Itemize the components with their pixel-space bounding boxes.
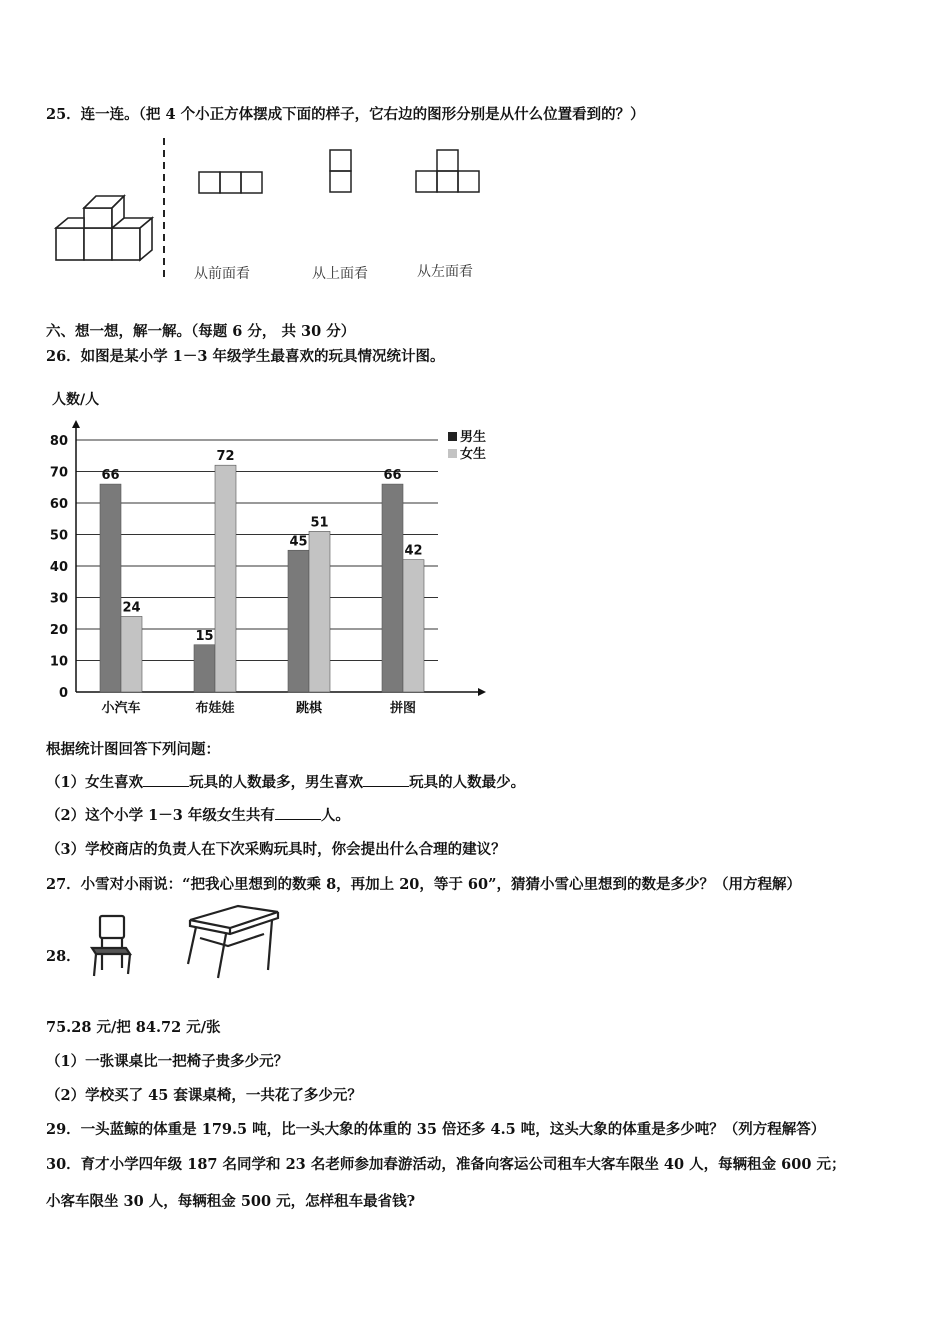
chair-desk-figure [86,898,286,984]
y-tick-label: 40 [49,560,68,575]
q28-label: 28． [46,948,81,965]
bar-girls-0 [121,616,142,692]
bar-value-label: 72 [216,449,235,465]
y-tick-label: 30 [49,591,68,607]
x-tick-label: 跳棋 [295,701,323,716]
q25-text: 25．连一连。（把 4 个小正方体摆成下面的样子，它右边的图形分别是从什么位置看到的？） [46,106,645,123]
q26-text: 26．如图是某小学 1－3 年级学生最喜欢的玩具情况统计图。 [46,348,445,365]
x-tick-label: 小汽车 [101,701,141,716]
desk-icon [188,906,278,978]
bar-value-label: 24 [122,600,141,616]
bar-boys-2 [288,550,309,692]
bar-value-label: 66 [101,468,120,484]
q28-part1: （1）一张课桌比一把椅子贵多少元？ [46,1053,289,1070]
legend-swatch [448,449,457,458]
legend-swatch [448,432,457,441]
q27-text: 27．小雪对小雨说：“把我心里想到的数乘 8，再加上 20，等于 60”，猜猜小雪心里想到的数是多少？（用方程解） [46,876,801,893]
x-tick-label: 布娃娃 [195,701,235,716]
toy-bar-chart [40,384,510,724]
left-view-figure [416,150,479,192]
cube-stack-figure [56,196,152,260]
q29-text: 29．一头蓝鲸的体重是 179.5 吨，比一头大象的体重的 35 倍还多 4.5 吨，这头大象的体重是多少吨？（列方程解答） [46,1121,826,1138]
answer-blank-1[interactable] [143,772,189,787]
section-6-heading: 六、想一想，解一解。（每题 6 分， 共 30 分） [46,323,356,340]
caption-left: 从左面看 [417,264,473,280]
legend-label: 女生 [460,447,487,462]
caption-top: 从上面看 [312,266,368,282]
q26-part1 [46,771,525,792]
legend-label: 男生 [460,430,487,445]
y-tick-label: 70 [49,465,68,481]
q26-part2-a: （2）这个小学 1－3 年级女生共有 [46,807,275,824]
bar-value-label: 66 [383,468,402,484]
q26-part1-c: 玩具的人数最少。 [409,774,526,791]
bar-value-label: 45 [289,534,308,550]
y-axis-arrow [72,420,80,428]
x-axis-arrow [478,688,486,696]
bar-boys-1 [194,645,215,692]
q30-line2: 小客车限坐 30 人，每辆租金 500 元，怎样租车最省钱? [46,1193,416,1210]
q26-part2 [46,804,350,825]
y-tick-label: 80 [49,434,68,449]
caption-front: 从前面看 [194,266,250,282]
bar-value-label: 15 [195,628,214,644]
q26-part1-b: 玩具的人数最多，男生喜欢 [189,774,364,791]
chair-icon [92,916,130,976]
q26-intro: 根据统计图回答下列问题： [46,741,220,758]
bar-girls-3 [403,560,424,692]
top-view-figure [330,150,351,192]
y-tick-label: 60 [49,497,68,512]
bar-value-label: 42 [404,543,423,559]
q30-line1: 30．育才小学四年级 187 名同学和 23 名老师参加春游活动，准备向客运公司租车大客车限坐 40 人，每辆租金 600 元； [46,1156,846,1173]
q26-part1-a: （1）女生喜欢 [46,774,144,791]
bar-girls-2 [309,531,330,692]
x-tick-label: 拼图 [389,701,417,716]
bar-girls-1 [215,465,236,692]
answer-blank-2[interactable] [363,772,409,787]
y-axis-label: 人数/人 [52,392,100,408]
q28-prices: 75.28 元/把 84.72 元/张 [46,1019,221,1036]
y-tick-label: 10 [49,654,68,670]
bar-boys-3 [382,484,403,692]
q28-part2: （2）学校买了 45 套课桌椅，一共花了多少元？ [46,1087,362,1104]
answer-blank-3[interactable] [275,805,321,820]
q26-part2-b: 人。 [320,807,350,824]
q26-part3: （3）学校商店的负责人在下次采购玩具时，你会提出什么合理的建议？ [46,841,506,858]
y-tick-label: 0 [58,686,68,701]
y-tick-label: 50 [49,528,68,544]
front-view-figure [199,172,262,193]
bar-boys-0 [100,484,121,692]
y-tick-label: 20 [49,623,68,638]
bar-value-label: 51 [310,515,329,531]
